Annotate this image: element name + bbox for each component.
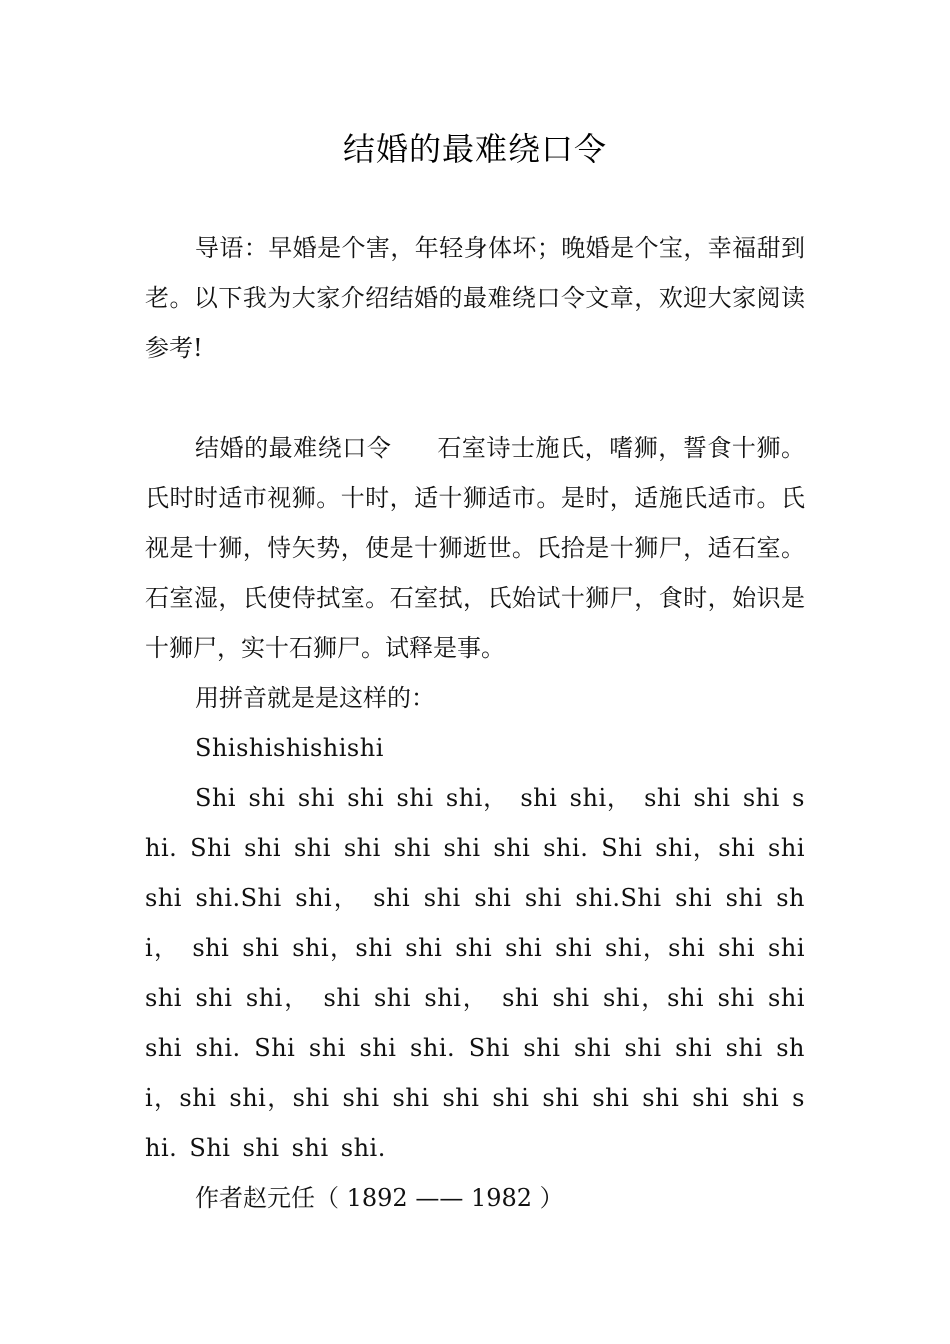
poem-text: 石室诗士施氏，嗜狮，誓食十狮。氏时时适市视狮。十时，适十狮适市。是时，适施氏适市。氏视是十狮，恃矢势，使是十狮逝世。氏拾是十狮尸，适石室。石室湿，氏使侍拭室。石室拭，氏始试十狮尸，食时，始识是十狮尸，实十石狮尸。试释是事。 <box>145 434 806 662</box>
poem-paragraph <box>145 423 805 673</box>
pinyin-text-paragraph: Shi shi shi shi shi shi， shi shi， shi shi shi shi. Shi shi shi shi shi shi shi shi. Shi shi，shi shi shi shi.Shi shi， shi shi shi shi shi.Shi shi shi shi， shi shi shi，shi shi shi shi shi shi，shi shi shi shi shi shi， shi shi shi， shi shi shi，shi shi shi shi shi. Shi shi shi shi. Shi shi shi shi shi shi shi，shi shi，shi shi shi shi shi shi shi shi shi shi shi. Shi shi shi shi. <box>145 784 805 1162</box>
intro-paragraph: 导语：早婚是个害，年轻身体坏；晚婚是个宝，幸福甜到老。以下我为大家介绍结婚的最难绕口令文章，欢迎大家阅读参考! <box>145 234 805 362</box>
author-paragraph: 作者赵元任（ 1892 —— 1982 ） <box>195 1184 564 1212</box>
document-body <box>145 223 805 1223</box>
document-title: 结婚的最难绕口令 <box>342 130 607 168</box>
pinyin-title-paragraph: Shishishishishi <box>195 734 384 762</box>
section-heading: 结婚的最难绕口令 <box>195 434 392 462</box>
pinyin-intro-paragraph: 用拼音就是是这样的： <box>195 684 435 712</box>
